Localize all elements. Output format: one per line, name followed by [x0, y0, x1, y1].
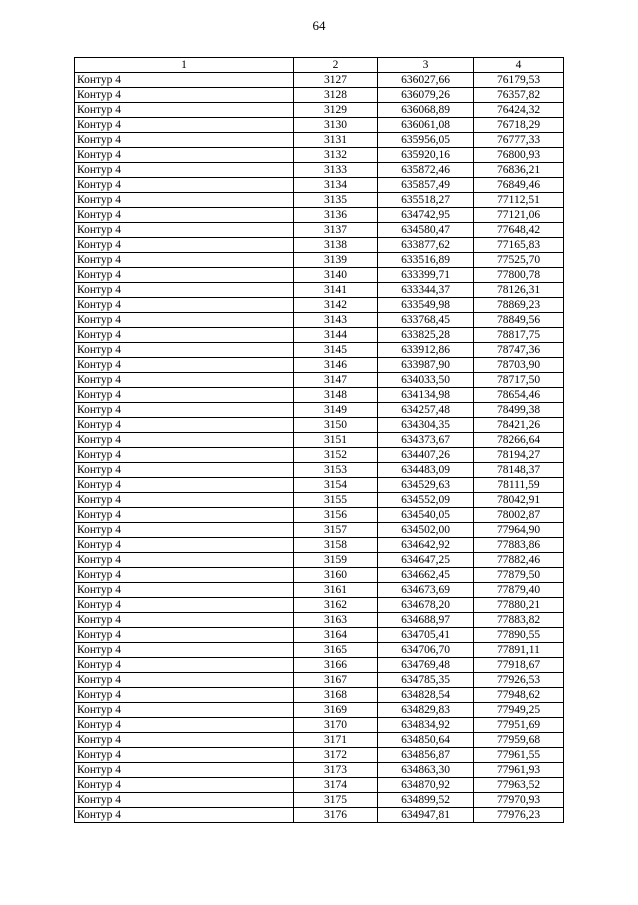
table-row [75, 568, 564, 583]
table-row [75, 808, 564, 823]
x-coordinate-cell: 634947,81 [378, 808, 474, 823]
y-coordinate-cell: 78849,56 [474, 313, 564, 328]
x-coordinate-cell: 634483,09 [378, 463, 474, 478]
table-row [75, 403, 564, 418]
y-coordinate-cell: 77800,78 [474, 268, 564, 283]
contour-name-cell: Контур 4 [75, 568, 294, 583]
contour-name-cell: Контур 4 [75, 688, 294, 703]
contour-name-cell: Контур 4 [75, 163, 294, 178]
y-coordinate-cell: 77918,67 [474, 658, 564, 673]
y-coordinate-cell: 77112,51 [474, 193, 564, 208]
contour-name-cell: Контур 4 [75, 328, 294, 343]
x-coordinate-cell: 634706,70 [378, 643, 474, 658]
point-number-cell: 3136 [294, 208, 378, 223]
x-coordinate-cell: 634662,45 [378, 568, 474, 583]
point-number-cell: 3169 [294, 703, 378, 718]
point-number-cell: 3163 [294, 613, 378, 628]
contour-name-cell: Контур 4 [75, 778, 294, 793]
contour-name-cell: Контур 4 [75, 133, 294, 148]
contour-name-cell: Контур 4 [75, 193, 294, 208]
point-number-cell: 3141 [294, 283, 378, 298]
point-number-cell: 3128 [294, 88, 378, 103]
point-number-cell: 3138 [294, 238, 378, 253]
contour-name-cell: Контур 4 [75, 178, 294, 193]
y-coordinate-cell: 77970,93 [474, 793, 564, 808]
contour-name-cell: Контур 4 [75, 793, 294, 808]
table-row [75, 613, 564, 628]
point-number-cell: 3176 [294, 808, 378, 823]
contour-name-cell: Контур 4 [75, 718, 294, 733]
x-coordinate-cell: 633987,90 [378, 358, 474, 373]
point-number-cell: 3157 [294, 523, 378, 538]
y-coordinate-cell: 76777,33 [474, 133, 564, 148]
table-row [75, 298, 564, 313]
x-coordinate-cell: 635872,46 [378, 163, 474, 178]
contour-name-cell: Контур 4 [75, 553, 294, 568]
contour-name-cell: Контур 4 [75, 733, 294, 748]
table-row [75, 193, 564, 208]
contour-name-cell: Контур 4 [75, 763, 294, 778]
contour-name-cell: Контур 4 [75, 478, 294, 493]
point-number-cell: 3151 [294, 433, 378, 448]
table-row [75, 718, 564, 733]
contour-name-cell: Контур 4 [75, 583, 294, 598]
x-coordinate-cell: 636079,26 [378, 88, 474, 103]
table-row [75, 433, 564, 448]
y-coordinate-cell: 77165,83 [474, 238, 564, 253]
table-row [75, 628, 564, 643]
table-row [75, 703, 564, 718]
contour-name-cell: Контур 4 [75, 343, 294, 358]
table-row [75, 493, 564, 508]
point-number-cell: 3148 [294, 388, 378, 403]
point-number-cell: 3145 [294, 343, 378, 358]
x-coordinate-cell: 634529,63 [378, 478, 474, 493]
point-number-cell: 3154 [294, 478, 378, 493]
x-coordinate-cell: 634373,67 [378, 433, 474, 448]
table-row [75, 238, 564, 253]
point-number-cell: 3170 [294, 718, 378, 733]
x-coordinate-cell: 634257,48 [378, 403, 474, 418]
contour-name-cell: Контур 4 [75, 313, 294, 328]
point-number-cell: 3147 [294, 373, 378, 388]
contour-name-cell: Контур 4 [75, 418, 294, 433]
header-col-3: 3 [378, 58, 474, 73]
point-number-cell: 3133 [294, 163, 378, 178]
x-coordinate-cell: 634502,00 [378, 523, 474, 538]
y-coordinate-cell: 77964,90 [474, 523, 564, 538]
table-row [75, 178, 564, 193]
table-row [75, 223, 564, 238]
point-number-cell: 3171 [294, 733, 378, 748]
table-row [75, 688, 564, 703]
y-coordinate-cell: 78717,50 [474, 373, 564, 388]
header-row [75, 58, 564, 73]
point-number-cell: 3159 [294, 553, 378, 568]
contour-name-cell: Контур 4 [75, 493, 294, 508]
x-coordinate-cell: 633877,62 [378, 238, 474, 253]
x-coordinate-cell: 634688,97 [378, 613, 474, 628]
table-row [75, 643, 564, 658]
contour-name-cell: Контур 4 [75, 148, 294, 163]
x-coordinate-cell: 634304,35 [378, 418, 474, 433]
table-row [75, 448, 564, 463]
point-number-cell: 3131 [294, 133, 378, 148]
y-coordinate-cell: 77959,68 [474, 733, 564, 748]
table-row [75, 538, 564, 553]
table-row [75, 673, 564, 688]
y-coordinate-cell: 76179,53 [474, 73, 564, 88]
x-coordinate-cell: 634785,35 [378, 673, 474, 688]
point-number-cell: 3161 [294, 583, 378, 598]
contour-name-cell: Контур 4 [75, 373, 294, 388]
contour-name-cell: Контур 4 [75, 268, 294, 283]
point-number-cell: 3130 [294, 118, 378, 133]
contour-name-cell: Контур 4 [75, 208, 294, 223]
y-coordinate-cell: 77525,70 [474, 253, 564, 268]
y-coordinate-cell: 78654,46 [474, 388, 564, 403]
x-coordinate-cell: 636027,66 [378, 73, 474, 88]
contour-name-cell: Контур 4 [75, 73, 294, 88]
coordinates-table [74, 57, 564, 823]
table-row [75, 478, 564, 493]
table-row [75, 208, 564, 223]
x-coordinate-cell: 634850,64 [378, 733, 474, 748]
contour-name-cell: Контур 4 [75, 748, 294, 763]
y-coordinate-cell: 78042,91 [474, 493, 564, 508]
y-coordinate-cell: 76424,32 [474, 103, 564, 118]
point-number-cell: 3143 [294, 313, 378, 328]
contour-name-cell: Контур 4 [75, 298, 294, 313]
point-number-cell: 3135 [294, 193, 378, 208]
y-coordinate-cell: 77880,21 [474, 598, 564, 613]
contour-name-cell: Контур 4 [75, 103, 294, 118]
y-coordinate-cell: 77891,11 [474, 643, 564, 658]
y-coordinate-cell: 77883,82 [474, 613, 564, 628]
point-number-cell: 3164 [294, 628, 378, 643]
page-number: 64 [312, 18, 326, 33]
y-coordinate-cell: 77121,06 [474, 208, 564, 223]
y-coordinate-cell: 78194,27 [474, 448, 564, 463]
y-coordinate-cell: 77882,46 [474, 553, 564, 568]
point-number-cell: 3158 [294, 538, 378, 553]
y-coordinate-cell: 78002,87 [474, 508, 564, 523]
point-number-cell: 3146 [294, 358, 378, 373]
x-coordinate-cell: 634642,92 [378, 538, 474, 553]
point-number-cell: 3165 [294, 643, 378, 658]
y-coordinate-cell: 78266,64 [474, 433, 564, 448]
point-number-cell: 3137 [294, 223, 378, 238]
table-row [75, 793, 564, 808]
header-col-4: 4 [474, 58, 564, 73]
contour-name-cell: Контур 4 [75, 523, 294, 538]
x-coordinate-cell: 634828,54 [378, 688, 474, 703]
x-coordinate-cell: 633768,45 [378, 313, 474, 328]
table-row [75, 553, 564, 568]
y-coordinate-cell: 78747,36 [474, 343, 564, 358]
table-row [75, 73, 564, 88]
table-row [75, 88, 564, 103]
x-coordinate-cell: 634834,92 [378, 718, 474, 733]
y-coordinate-cell: 78126,31 [474, 283, 564, 298]
table-row [75, 763, 564, 778]
y-coordinate-cell: 77961,93 [474, 763, 564, 778]
point-number-cell: 3168 [294, 688, 378, 703]
x-coordinate-cell: 634899,52 [378, 793, 474, 808]
contour-name-cell: Контур 4 [75, 403, 294, 418]
x-coordinate-cell: 636068,89 [378, 103, 474, 118]
y-coordinate-cell: 78421,26 [474, 418, 564, 433]
point-number-cell: 3129 [294, 103, 378, 118]
x-coordinate-cell: 634647,25 [378, 553, 474, 568]
table-row [75, 283, 564, 298]
header-col-1: 1 [75, 58, 294, 73]
y-coordinate-cell: 77963,52 [474, 778, 564, 793]
y-coordinate-cell: 77976,23 [474, 808, 564, 823]
table-row [75, 118, 564, 133]
y-coordinate-cell: 77951,69 [474, 718, 564, 733]
point-number-cell: 3172 [294, 748, 378, 763]
x-coordinate-cell: 633344,37 [378, 283, 474, 298]
point-number-cell: 3162 [294, 598, 378, 613]
x-coordinate-cell: 634856,87 [378, 748, 474, 763]
y-coordinate-cell: 78111,59 [474, 478, 564, 493]
table-row [75, 328, 564, 343]
table-row [75, 598, 564, 613]
point-number-cell: 3150 [294, 418, 378, 433]
y-coordinate-cell: 78499,38 [474, 403, 564, 418]
contour-name-cell: Контур 4 [75, 253, 294, 268]
contour-name-cell: Контур 4 [75, 808, 294, 823]
x-coordinate-cell: 635857,49 [378, 178, 474, 193]
contour-name-cell: Контур 4 [75, 463, 294, 478]
table-row [75, 253, 564, 268]
x-coordinate-cell: 633912,86 [378, 343, 474, 358]
x-coordinate-cell: 634678,20 [378, 598, 474, 613]
x-coordinate-cell: 634540,05 [378, 508, 474, 523]
x-coordinate-cell: 634407,26 [378, 448, 474, 463]
x-coordinate-cell: 633399,71 [378, 268, 474, 283]
point-number-cell: 3142 [294, 298, 378, 313]
point-number-cell: 3139 [294, 253, 378, 268]
contour-name-cell: Контур 4 [75, 538, 294, 553]
x-coordinate-cell: 633825,28 [378, 328, 474, 343]
table-row [75, 163, 564, 178]
x-coordinate-cell: 634673,69 [378, 583, 474, 598]
table-body [75, 73, 564, 823]
y-coordinate-cell: 76357,82 [474, 88, 564, 103]
y-coordinate-cell: 78817,75 [474, 328, 564, 343]
y-coordinate-cell: 77949,25 [474, 703, 564, 718]
point-number-cell: 3155 [294, 493, 378, 508]
point-number-cell: 3152 [294, 448, 378, 463]
point-number-cell: 3153 [294, 463, 378, 478]
contour-name-cell: Контур 4 [75, 238, 294, 253]
table-row [75, 358, 564, 373]
x-coordinate-cell: 633516,89 [378, 253, 474, 268]
table-row [75, 148, 564, 163]
table-header [75, 58, 564, 73]
y-coordinate-cell: 78148,37 [474, 463, 564, 478]
contour-name-cell: Контур 4 [75, 628, 294, 643]
point-number-cell: 3134 [294, 178, 378, 193]
contour-name-cell: Контур 4 [75, 118, 294, 133]
x-coordinate-cell: 635956,05 [378, 133, 474, 148]
x-coordinate-cell: 635518,27 [378, 193, 474, 208]
table-row [75, 583, 564, 598]
x-coordinate-cell: 634705,41 [378, 628, 474, 643]
point-number-cell: 3160 [294, 568, 378, 583]
y-coordinate-cell: 77961,55 [474, 748, 564, 763]
y-coordinate-cell: 76718,29 [474, 118, 564, 133]
contour-name-cell: Контур 4 [75, 223, 294, 238]
contour-name-cell: Контур 4 [75, 598, 294, 613]
contour-name-cell: Контур 4 [75, 448, 294, 463]
table-row [75, 523, 564, 538]
table-row [75, 778, 564, 793]
contour-name-cell: Контур 4 [75, 508, 294, 523]
x-coordinate-cell: 634863,30 [378, 763, 474, 778]
point-number-cell: 3132 [294, 148, 378, 163]
contour-name-cell: Контур 4 [75, 358, 294, 373]
contour-name-cell: Контур 4 [75, 433, 294, 448]
y-coordinate-cell: 77883,86 [474, 538, 564, 553]
table-row [75, 133, 564, 148]
table-row [75, 418, 564, 433]
table-row [75, 268, 564, 283]
contour-name-cell: Контур 4 [75, 88, 294, 103]
table-row [75, 373, 564, 388]
point-number-cell: 3149 [294, 403, 378, 418]
contour-name-cell: Контур 4 [75, 643, 294, 658]
table-row [75, 463, 564, 478]
y-coordinate-cell: 77890,55 [474, 628, 564, 643]
contour-name-cell: Контур 4 [75, 673, 294, 688]
table-row [75, 103, 564, 118]
y-coordinate-cell: 76849,46 [474, 178, 564, 193]
x-coordinate-cell: 634829,83 [378, 703, 474, 718]
x-coordinate-cell: 636061,08 [378, 118, 474, 133]
header-col-2: 2 [294, 58, 378, 73]
contour-name-cell: Контур 4 [75, 613, 294, 628]
table-row [75, 658, 564, 673]
point-number-cell: 3166 [294, 658, 378, 673]
y-coordinate-cell: 77948,62 [474, 688, 564, 703]
x-coordinate-cell: 635920,16 [378, 148, 474, 163]
contour-name-cell: Контур 4 [75, 703, 294, 718]
table-row [75, 388, 564, 403]
x-coordinate-cell: 634742,95 [378, 208, 474, 223]
y-coordinate-cell: 76800,93 [474, 148, 564, 163]
table-row [75, 343, 564, 358]
table-row [75, 748, 564, 763]
x-coordinate-cell: 634769,48 [378, 658, 474, 673]
y-coordinate-cell: 78869,23 [474, 298, 564, 313]
table-row [75, 508, 564, 523]
x-coordinate-cell: 634552,09 [378, 493, 474, 508]
point-number-cell: 3175 [294, 793, 378, 808]
contour-name-cell: Контур 4 [75, 388, 294, 403]
contour-name-cell: Контур 4 [75, 283, 294, 298]
point-number-cell: 3173 [294, 763, 378, 778]
y-coordinate-cell: 77648,42 [474, 223, 564, 238]
point-number-cell: 3144 [294, 328, 378, 343]
x-coordinate-cell: 634033,50 [378, 373, 474, 388]
x-coordinate-cell: 634870,92 [378, 778, 474, 793]
point-number-cell: 3127 [294, 73, 378, 88]
contour-name-cell: Контур 4 [75, 658, 294, 673]
x-coordinate-cell: 633549,98 [378, 298, 474, 313]
y-coordinate-cell: 77926,53 [474, 673, 564, 688]
y-coordinate-cell: 77879,40 [474, 583, 564, 598]
y-coordinate-cell: 77879,50 [474, 568, 564, 583]
y-coordinate-cell: 76836,21 [474, 163, 564, 178]
point-number-cell: 3140 [294, 268, 378, 283]
y-coordinate-cell: 78703,90 [474, 358, 564, 373]
table-row [75, 733, 564, 748]
table-row [75, 313, 564, 328]
point-number-cell: 3174 [294, 778, 378, 793]
x-coordinate-cell: 634134,98 [378, 388, 474, 403]
point-number-cell: 3156 [294, 508, 378, 523]
x-coordinate-cell: 634580,47 [378, 223, 474, 238]
point-number-cell: 3167 [294, 673, 378, 688]
